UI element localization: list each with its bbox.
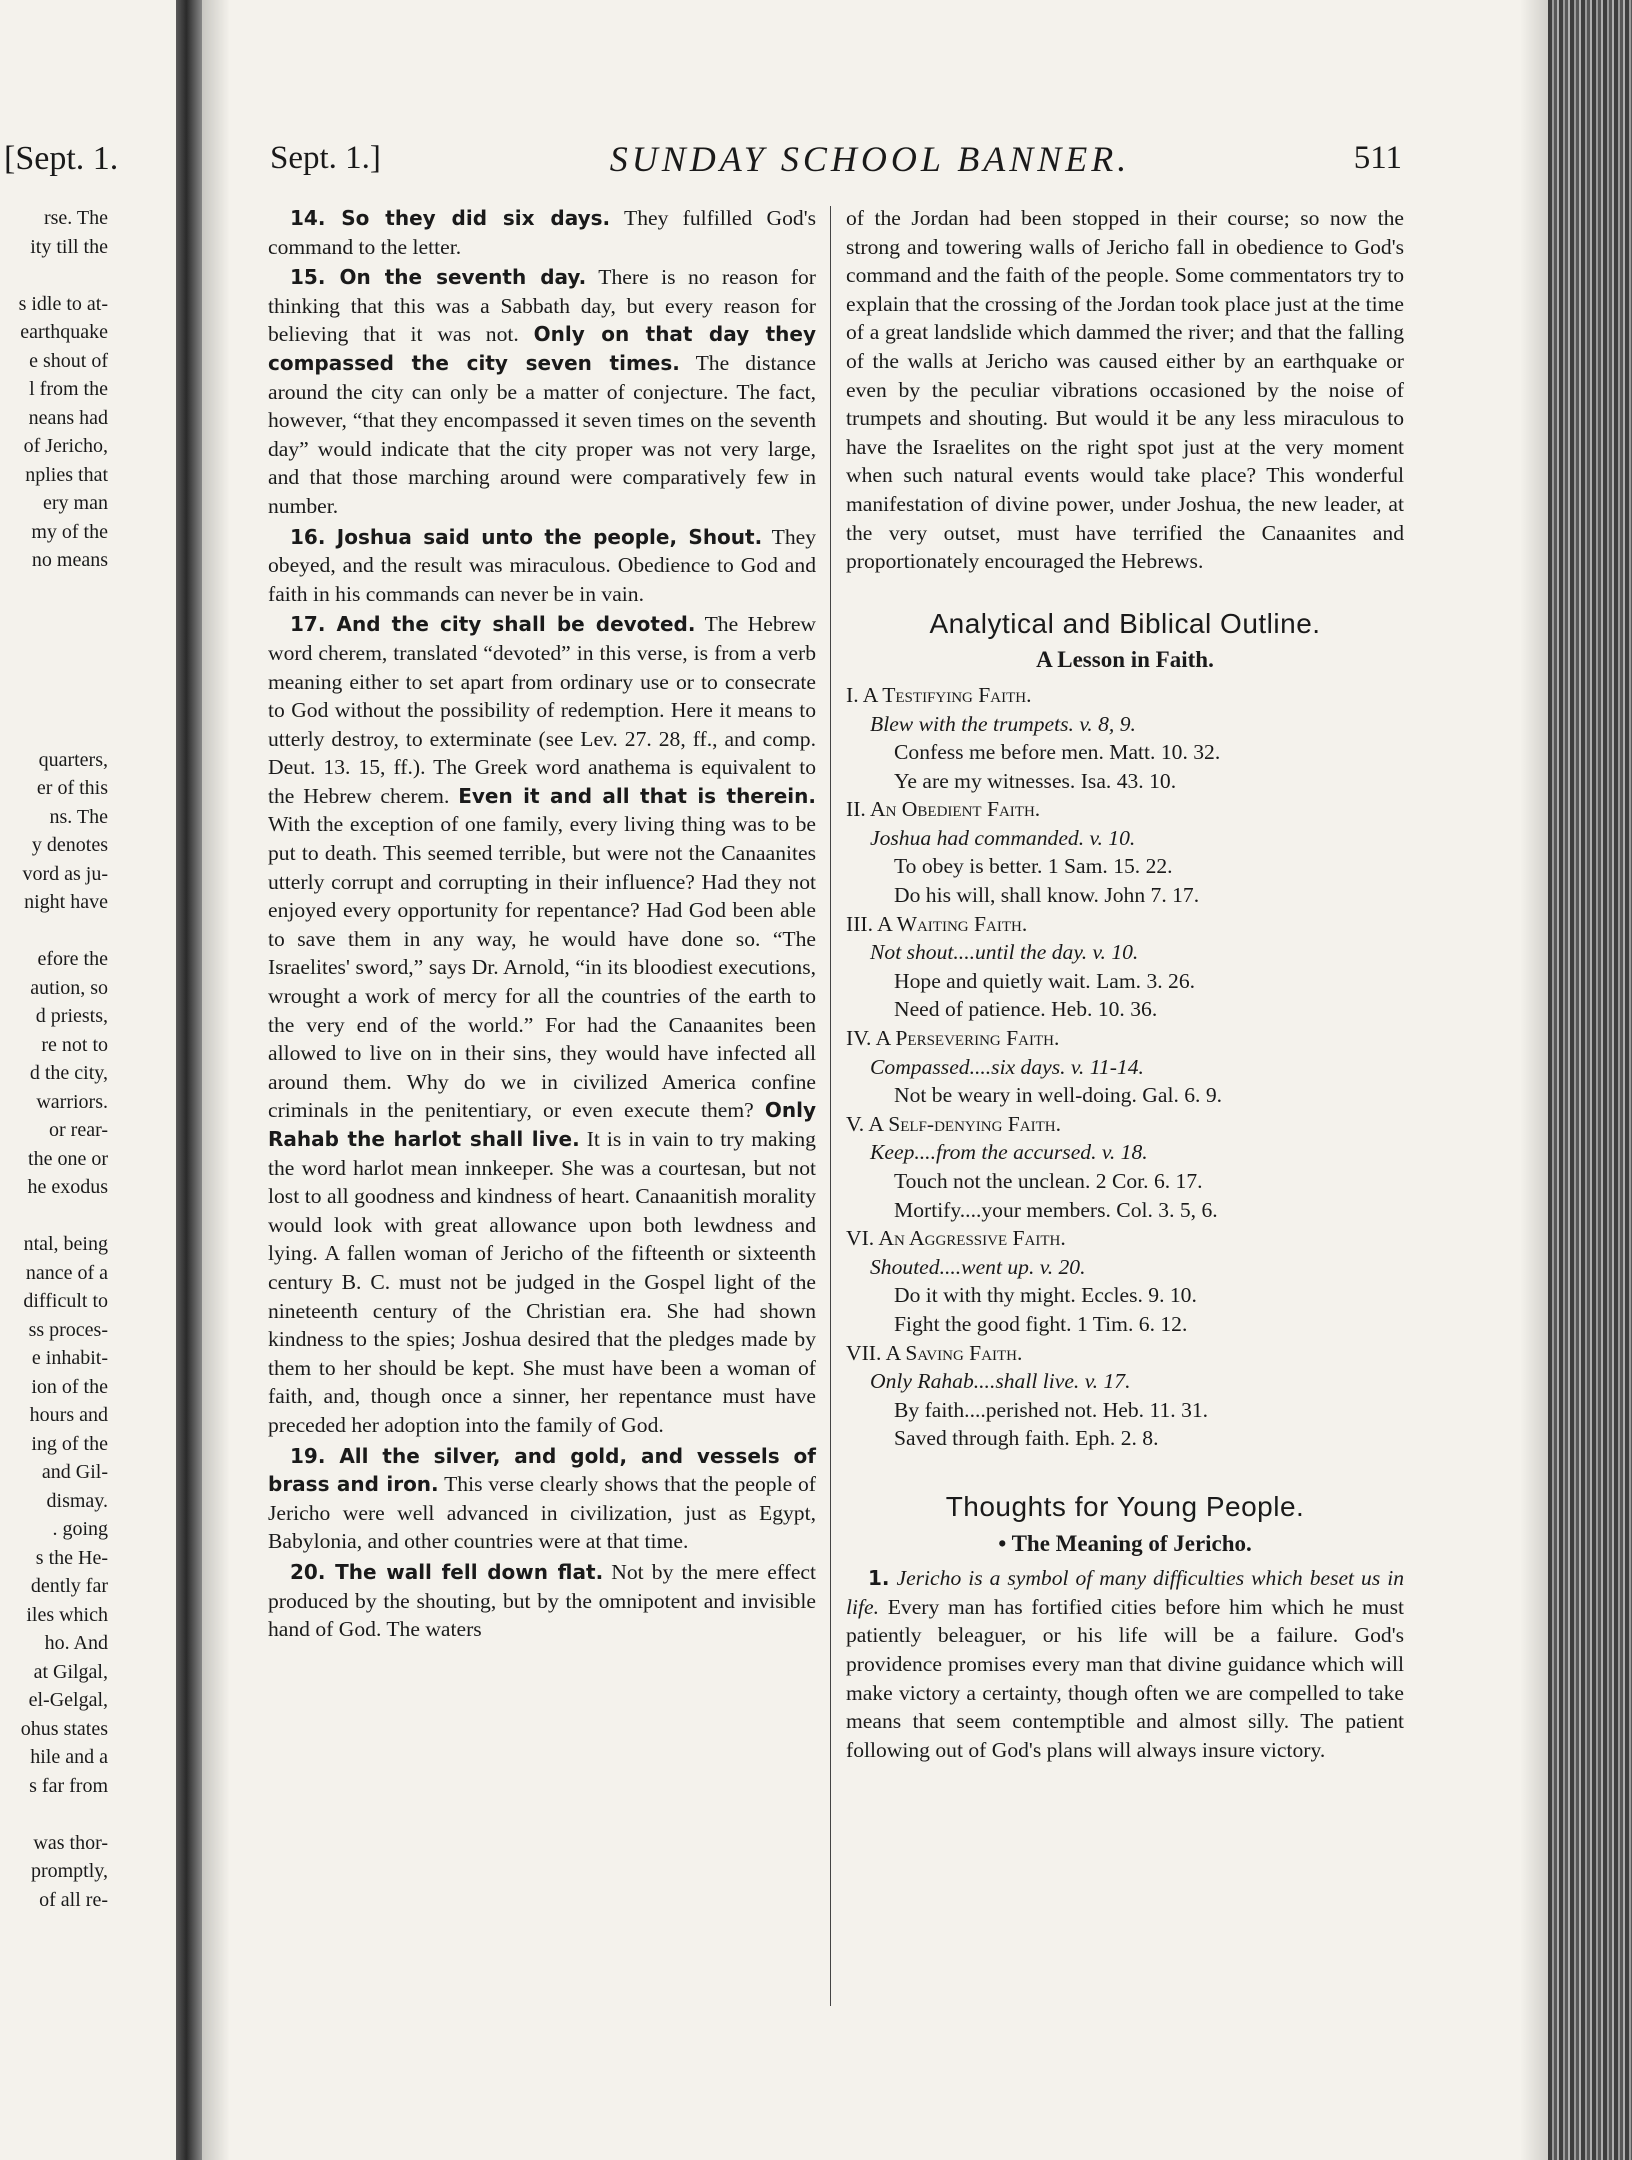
facing-page-line: iles which bbox=[26, 1603, 108, 1626]
paragraph-verse-15 bbox=[268, 263, 816, 520]
facing-page-line: hile and a bbox=[30, 1746, 108, 1768]
outline-scripture: Need of patience. Heb. 10. 36. bbox=[894, 997, 1158, 1022]
outline-scripture: Ye are my witnesses. Isa. 43. 10. bbox=[894, 768, 1177, 793]
facing-page-line: ing of the bbox=[31, 1432, 108, 1455]
paragraph-lead: Jericho is a symbol of many difficulties which beset us in life. bbox=[846, 1566, 1404, 1619]
facing-page-line: d priests, bbox=[35, 1005, 108, 1027]
facing-page-line: no means bbox=[31, 549, 108, 571]
outline-scripture: Fight the good fight. 1 Tim. 6. 12. bbox=[894, 1311, 1188, 1336]
facing-page-line: quarters, bbox=[38, 748, 108, 771]
facing-page-line: my of the bbox=[31, 520, 108, 543]
facing-page-line bbox=[0, 1800, 108, 1829]
outline-scripture: Saved through faith. Eph. 2. 8. bbox=[894, 1426, 1159, 1451]
outline-scripture: Do it with thy might. Eccles. 9. 10. bbox=[894, 1283, 1197, 1308]
facing-page-line: hours and bbox=[29, 1404, 108, 1426]
verse-heading: Only Rahab the harlot shall live. bbox=[268, 1098, 816, 1151]
facing-page-line: aution, so bbox=[30, 976, 108, 999]
facing-page-line: and Gil- bbox=[41, 1461, 108, 1483]
facing-page-line: el-Gelgal, bbox=[28, 1689, 108, 1711]
facing-page-line: vord as ju- bbox=[22, 862, 108, 885]
thoughts-title: Thoughts for Young People. bbox=[945, 1490, 1305, 1522]
facing-page-line bbox=[0, 603, 108, 632]
facing-page-line: neans had bbox=[28, 406, 108, 429]
facing-page-line: d the city, bbox=[29, 1062, 108, 1084]
facing-page-line: re not to bbox=[41, 1033, 108, 1056]
facing-page-line: he exodus bbox=[27, 1176, 108, 1198]
facing-page-line bbox=[0, 1202, 108, 1231]
verse-heading: Even it and all that is therein. bbox=[458, 783, 816, 808]
outline-scripture: By faith....perished not. Heb. 11. 31. bbox=[894, 1397, 1209, 1422]
verse-heading: 14. So they did six days. bbox=[290, 206, 611, 230]
facing-page-line: promptly, bbox=[30, 1860, 108, 1882]
paragraph-verse-19 bbox=[268, 1442, 816, 1556]
facing-page-line: nplies that bbox=[25, 463, 108, 486]
outline-heading: VI. An Aggressive Faith. bbox=[846, 1226, 1066, 1251]
verse-heading: 19. All the silver, and gold, and vessels of brass and iron. bbox=[268, 1443, 816, 1497]
facing-page-line: earthquake bbox=[20, 321, 108, 343]
facing-page-line: the one or bbox=[28, 1147, 108, 1170]
paragraph-verse-20 bbox=[268, 1558, 816, 1644]
outline-scripture: Confess me before men. Matt. 10. 32. bbox=[894, 740, 1221, 765]
outline-reference: Joshua had commanded. v. 10. bbox=[870, 825, 1136, 850]
facing-page-line: . going bbox=[52, 1518, 108, 1540]
facing-page-line: nance of a bbox=[25, 1261, 108, 1284]
facing-page-line: ion of the bbox=[31, 1375, 108, 1398]
facing-page-line: ho. And bbox=[44, 1632, 108, 1654]
facing-page-line: ity till the bbox=[30, 235, 108, 258]
outline-list bbox=[846, 681, 1404, 1453]
facing-page-line: at Gilgal, bbox=[33, 1660, 108, 1683]
page-edge-shadow bbox=[1520, 0, 1548, 2160]
facing-page-line: efore the bbox=[37, 948, 108, 970]
outline-heading: III. A Waiting Faith. bbox=[846, 911, 1028, 936]
outline-reference: Shouted....went up. v. 20. bbox=[870, 1254, 1086, 1279]
facing-page-line: difficult to bbox=[23, 1290, 108, 1312]
paragraph-verse-14 bbox=[268, 204, 816, 261]
verse-text: Not by the mere effect produced by the shouting, but by the omnipotent and invisible hand of God. The waters bbox=[268, 1559, 816, 1642]
facing-page-line bbox=[0, 575, 108, 604]
facing-page-line: of all re- bbox=[39, 1888, 108, 1911]
facing-page-line: rse. The bbox=[43, 207, 108, 229]
facing-page-line: l from the bbox=[29, 378, 108, 400]
column-divider bbox=[830, 206, 831, 2006]
outline-scripture: Hope and quietly wait. Lam. 3. 26. bbox=[894, 968, 1196, 993]
verse-heading: 15. On the seventh day. bbox=[290, 265, 587, 290]
facing-page-line: s the He- bbox=[35, 1546, 108, 1569]
facing-page-line: was thor- bbox=[33, 1831, 108, 1854]
facing-page-line: ery man bbox=[43, 492, 108, 514]
verse-text: With the exception of one family, every living thing was to be put to death. This seemed terrible, but were not the Canaanites utterly corrupt and corrupting in their influence? Had they not enjoyed every opportunity for repentance? Had God been able to save them in any way, he would have done so. “The Israelites' sword,” says Dr. Arnold, “in its bloodiest executions, wrought a work of mercy for all the countries of the earth to the very end of the world.” For had the Canaanites been allowed to live on in their sins, they would have infected all around them. Why do we in civilized America confine criminals in the penitentiary, or even execute them? bbox=[268, 812, 816, 1123]
facing-page-line: dently far bbox=[30, 1575, 108, 1597]
facing-page-line: night have bbox=[24, 891, 108, 913]
facing-page-line bbox=[0, 917, 108, 946]
facing-page-line: ns. The bbox=[49, 805, 108, 828]
verse-text: There is no reason for thinking that this was a Sabbath day, but every reason for believing that it was not. bbox=[268, 265, 816, 347]
continued-paragraph: of the Jordan had been stopped in their course; so now the strong and towering walls of Jericho fall in obedience to God's command and the faith of the people. Some commentators try to explain that the crossing of the Jordan took place just at the time of a great landslide which dammed the river; and that the falling of the walls at Jericho was caused either by an earthquake or even by the peculiar vibrations occasioned by the noise of trumpets and shouting. But would it be any less miraculous to have the Israelites on the right spot just at the very moment when such natural events would take place? This wonderful manifestation of divine power, under Joshua, the new leader, at the very outset, must have terrified the Canaanites and proportionately encouraged the Hebrews. bbox=[846, 206, 1404, 574]
facing-page-line: er of this bbox=[36, 777, 108, 799]
thoughts-subtitle: • The Meaning of Jericho. bbox=[998, 1530, 1252, 1556]
outline-title: Analytical and Biblical Outline. bbox=[929, 607, 1321, 639]
facing-page-line bbox=[0, 689, 108, 718]
outline-scripture: To obey is better. 1 Sam. 15. 22. bbox=[894, 854, 1173, 879]
facing-page-line bbox=[0, 660, 108, 689]
paragraph-text: Every man has fortified cities before him which he must patiently beleaguer, or his life will be a failure. God's providence promises every man that divine guidance which will make victory a certainty, though often we are compelled to take means that seem contemptible and almost silly. The patient following out of God's plans will always insure victory. bbox=[846, 1594, 1404, 1762]
facing-page-text bbox=[0, 204, 108, 1914]
left-column bbox=[268, 204, 816, 1646]
outline-reference: Blew with the trumpets. v. 8, 9. bbox=[870, 711, 1136, 736]
thoughts-paragraph bbox=[846, 1564, 1404, 1764]
page-stack-edge bbox=[1548, 0, 1632, 2160]
facing-page-line bbox=[0, 717, 108, 746]
verse-text: The distance around the city can only be a matter of conjecture. The fact, however, “that they encompassed it seven times on the seventh day” would indicate that the city proper was not very large, and that those marching around were comparatively few in number. bbox=[268, 350, 816, 518]
facing-page-fragment bbox=[0, 0, 176, 2160]
outline-reference: Compassed....six days. v. 11-14. bbox=[870, 1054, 1144, 1079]
book-gutter bbox=[176, 0, 202, 2160]
header-title: SUNDAY SCHOOL BANNER. bbox=[609, 139, 1131, 179]
facing-page-line bbox=[0, 261, 108, 290]
facing-page-line: ss proces- bbox=[28, 1318, 108, 1341]
outline-heading: II. An Obedient Faith. bbox=[846, 797, 1041, 822]
facing-page-line: ntal, being bbox=[23, 1233, 108, 1255]
paragraph-verse-16 bbox=[268, 523, 816, 609]
facing-page-line: of Jericho, bbox=[23, 435, 108, 457]
verse-text: The Hebrew word cherem, translated “devoted” in this verse, is from a verb meaning either to set apart from ordinary use or to consecrate to God without the possibility of redemption. Here it means to utterly destroy, to exterminate (see Lev. 27. 28, ff., and comp. Deut. 13. 15, ff.). The Greek word anathema is equivalent to the Hebrew cherem. bbox=[268, 612, 816, 808]
running-header bbox=[270, 138, 1402, 184]
verse-heading: 17. And the city shall be devoted. bbox=[290, 612, 696, 637]
header-date: Sept. 1.] bbox=[270, 140, 381, 176]
outline-scripture: Touch not the unclean. 2 Cor. 6. 17. bbox=[894, 1169, 1203, 1193]
outline-subtitle: A Lesson in Faith. bbox=[1036, 647, 1214, 673]
outline-heading: VII. A Saving Faith. bbox=[846, 1340, 1023, 1365]
facing-page-line: ohus states bbox=[20, 1717, 108, 1740]
verse-text: This verse clearly shows that the people of Jericho were well advanced in civilization, just as Egypt, Babylonia, and other countries were at that time. bbox=[268, 1472, 816, 1554]
facing-page-line bbox=[0, 632, 108, 661]
paragraph-verse-17 bbox=[268, 610, 816, 1439]
paragraph-number: 1. bbox=[868, 1566, 890, 1591]
outline-heading: I. A Testifying Faith. bbox=[846, 682, 1032, 707]
outline-reference: Not shout....until the day. v. 10. bbox=[870, 940, 1139, 965]
facing-page-line: or rear- bbox=[49, 1119, 108, 1141]
outline-scripture: Mortify....your members. Col. 3. 5, 6. bbox=[894, 1197, 1218, 1222]
facing-page-header: [Sept. 1. bbox=[4, 140, 119, 177]
facing-page-line: y denotes bbox=[31, 834, 108, 856]
facing-page-line: s far from bbox=[29, 1774, 108, 1797]
outline-reference: Keep....from the accursed. v. 18. bbox=[870, 1140, 1148, 1165]
right-column bbox=[846, 204, 1404, 1766]
verse-heading: 16. Joshua said unto the people, Shout. bbox=[290, 524, 763, 549]
outline-reference: Only Rahab....shall live. v. 17. bbox=[870, 1369, 1131, 1394]
verse-heading: 20. The wall fell down flat. bbox=[290, 1559, 604, 1584]
verse-text: They fulfilled God's command to the letter. bbox=[268, 206, 816, 259]
verse-text: It is in vain to try making the word harlot mean innkeeper. She was a courtesan, but not lost to all goodness and kindness of heart. Canaanitish morality would look with great allowance upon both lewdness and lying. A fallen woman of Jericho of the fifteenth or sixteenth century B. C. must not be judged in the Gospel light of the nineteenth century of the Christian era. She had shown kindness to the spies; Joshua desired that the pledges made by them to her should be kept. She must have been a woman of faith, and, though once a sinner, her repentance must have preceded her adoption into the family of God. bbox=[268, 1127, 816, 1437]
facing-page-line: warriors. bbox=[36, 1090, 108, 1113]
facing-page-line: e shout of bbox=[29, 349, 108, 372]
gutter-shadow bbox=[202, 0, 230, 2160]
outline-heading: V. A Self-denying Faith. bbox=[846, 1111, 1062, 1136]
verse-heading: Only on that day they compassed the city seven times. bbox=[268, 322, 816, 375]
verse-text: They obeyed, and the result was miraculous. Obedience to God and faith in his commands can never be in vain. bbox=[268, 524, 816, 606]
outline-scripture: Not be weary in well-doing. Gal. 6. 9. bbox=[894, 1083, 1223, 1108]
facing-page-line: e inhabit- bbox=[31, 1347, 108, 1369]
outline-scripture: Do his will, shall know. John 7. 17. bbox=[894, 883, 1200, 908]
outline-heading: IV. A Persevering Faith. bbox=[846, 1026, 1060, 1051]
facing-page-line: dismay. bbox=[46, 1489, 108, 1512]
page-number: 511 bbox=[1353, 140, 1402, 176]
facing-page-line: s idle to at- bbox=[18, 292, 108, 315]
